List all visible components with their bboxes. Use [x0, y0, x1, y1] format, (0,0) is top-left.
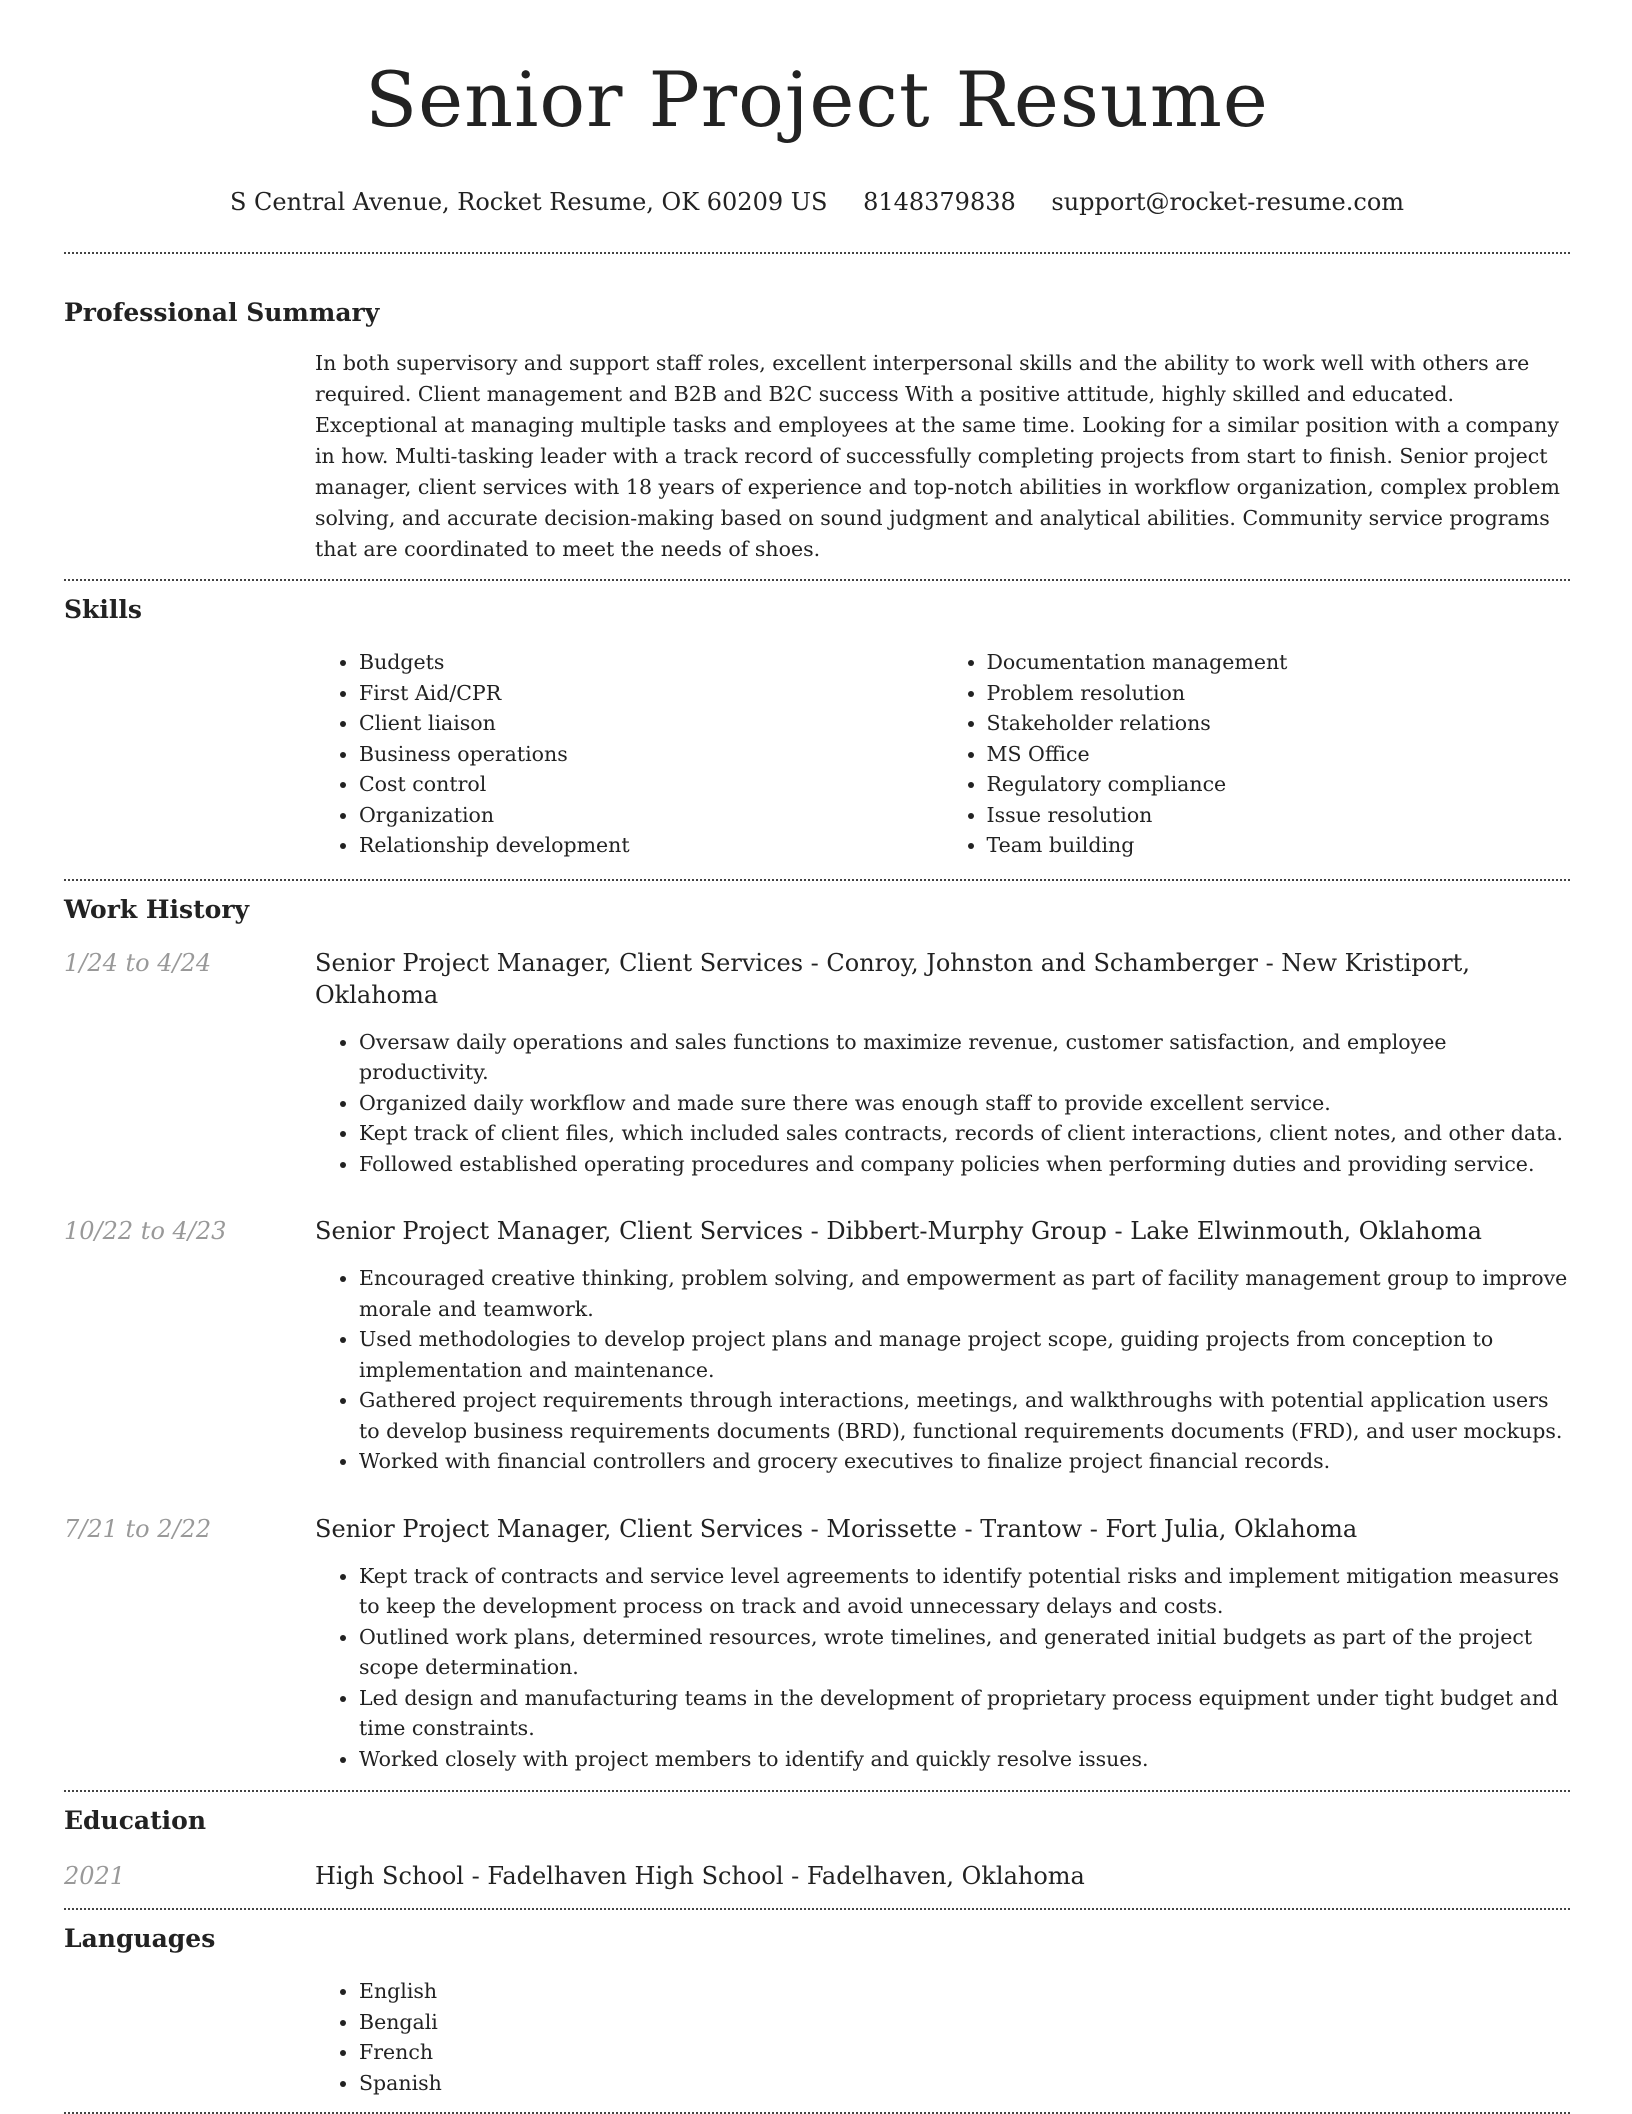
- contact-address: S Central Avenue, Rocket Resume, OK 60209 US: [229, 188, 828, 216]
- education-entry: High School - Fadelhaven High School - Fadelhaven, Oklahoma: [315, 1862, 1085, 1890]
- work-title: Work History: [64, 894, 250, 924]
- skills-title: Skills: [64, 595, 142, 624]
- job-bullet: • Organized daily workflow and made sure there was enough staff to provide excellent service.: [359, 1088, 1570, 1119]
- skill-item: • Problem resolution: [987, 678, 1571, 709]
- skill-item: • Relationship development: [359, 830, 943, 861]
- skill-item: • Cost control: [359, 769, 943, 800]
- skill-item: • Regulatory compliance: [987, 769, 1571, 800]
- summary-text: In both supervisory and support staff roles, excellent interpersonal skills and the ability to work well with others are required. Client management and B2B and B2C success With a positive attitude, highly skilled and educated. Exceptional at managing multiple tasks and employees at the same time. Looking for a similar position with a company in how. Multi-tasking leader with a track record of successfully completing projects from start to finish. Senior project manager, client services with 18 years of experience and top-notch abilities in workflow organization, complex problem solving, and accurate decision-making based on sound judgment and analytical abilities. Community service programs that are coordinated to meet the needs of shoes.: [315, 351, 1560, 561]
- skill-item: • Team building: [987, 830, 1571, 861]
- job-bullet: • Encouraged creative thinking, problem solving, and empowerment as part of facility management group to improve morale and teamwork.: [359, 1263, 1570, 1324]
- language-item: • Bengali: [359, 2007, 1570, 2038]
- skill-item: • Documentation management: [987, 647, 1571, 678]
- language-item: • Spanish: [359, 2068, 1570, 2099]
- summary-section: [64, 254, 1570, 579]
- resume-header: [64, 0, 1570, 218]
- skill-item: • Stakeholder relations: [987, 708, 1571, 739]
- skill-item: • Business operations: [359, 739, 943, 770]
- summary-title: Professional Summary: [64, 298, 380, 327]
- skill-item: • MS Office: [987, 739, 1571, 770]
- job-bullet: • Kept track of contracts and service level agreements to identify potential risks and implement mitigation measures to keep the development process on track and avoid unnecessary delays and costs.: [359, 1561, 1570, 1622]
- job-bullet: • Worked with financial controllers and grocery executives to finalize project financial records.: [359, 1446, 1570, 1477]
- job-bullets: [315, 1027, 1570, 1180]
- languages-title: Languages: [64, 1924, 216, 1953]
- job-dates: 10/22 to 4/23: [64, 1217, 227, 1245]
- job-bullets: [315, 1561, 1570, 1775]
- job-bullet: • Kept track of client files, which included sales contracts, records of client interactions, client notes, and other data.: [359, 1118, 1570, 1149]
- language-item: • French: [359, 2037, 1570, 2068]
- contact-phone: 8148379838: [863, 188, 1016, 216]
- job-title: Senior Project Manager, Client Services - Dibbert-Murphy Group - Lake Elwinmouth, Oklahoma: [315, 1217, 1482, 1245]
- resume-name: Senior Project Resume: [365, 55, 1269, 144]
- skill-item: • First Aid/CPR: [359, 678, 943, 709]
- job-title: Senior Project Manager, Client Services - Conroy, Johnston and Schamberger - New Kristiport, Oklahoma: [315, 948, 1470, 1009]
- skill-item: • Issue resolution: [987, 800, 1571, 831]
- job-bullets: [315, 1263, 1570, 1477]
- job-bullet: • Led design and manufacturing teams in the development of proprietary process equipment under tight budget and time constraints.: [359, 1683, 1570, 1744]
- resume-page: [64, 0, 1570, 2114]
- job-title: Senior Project Manager, Client Services - Morissette - Trantow - Fort Julia, Oklahoma: [315, 1514, 1358, 1543]
- job-entry: [64, 947, 1570, 1180]
- job-bullet: • Outlined work plans, determined resources, wrote timelines, and generated initial budgets as part of the project scope determination.: [359, 1622, 1570, 1683]
- education-section: [64, 1792, 1570, 1908]
- language-item: • English: [359, 1976, 1570, 2007]
- job-bullet: • Followed established operating procedures and company policies when performing duties and providing service.: [359, 1149, 1570, 1180]
- contact-line: [64, 186, 1570, 218]
- skills-section: [64, 581, 1570, 879]
- contact-email: support@rocket-resume.com: [1051, 188, 1405, 216]
- job-entry: [64, 1215, 1570, 1477]
- job-dates: 1/24 to 4/24: [64, 948, 212, 977]
- languages-list: [315, 1976, 1570, 2098]
- education-title: Education: [64, 1806, 207, 1835]
- job-bullet: • Oversaw daily operations and sales functions to maximize revenue, customer satisfaction, and employee productivity.: [359, 1027, 1570, 1088]
- skill-item: • Budgets: [359, 647, 943, 678]
- skill-item: • Organization: [359, 800, 943, 831]
- skill-item: • Client liaison: [359, 708, 943, 739]
- job-entry: [64, 1513, 1570, 1791]
- job-dates: 7/21 to 2/22: [64, 1514, 212, 1543]
- work-section: [64, 881, 1570, 1791]
- skills-list-right: [943, 647, 1571, 861]
- education-dates: 2021: [64, 1862, 126, 1890]
- job-bullet: • Worked closely with project members to identify and quickly resolve issues.: [359, 1744, 1570, 1775]
- skills-list-left: [315, 647, 943, 861]
- languages-section: [64, 1910, 1570, 2112]
- job-bullet: • Used methodologies to develop project plans and manage project scope, guiding projects from conception to implementation and maintenance.: [359, 1324, 1570, 1385]
- job-bullet: • Gathered project requirements through interactions, meetings, and walkthroughs with potential application users to develop business requirements documents (BRD), functional requirements documents (FRD), and user mockups.: [359, 1385, 1570, 1446]
